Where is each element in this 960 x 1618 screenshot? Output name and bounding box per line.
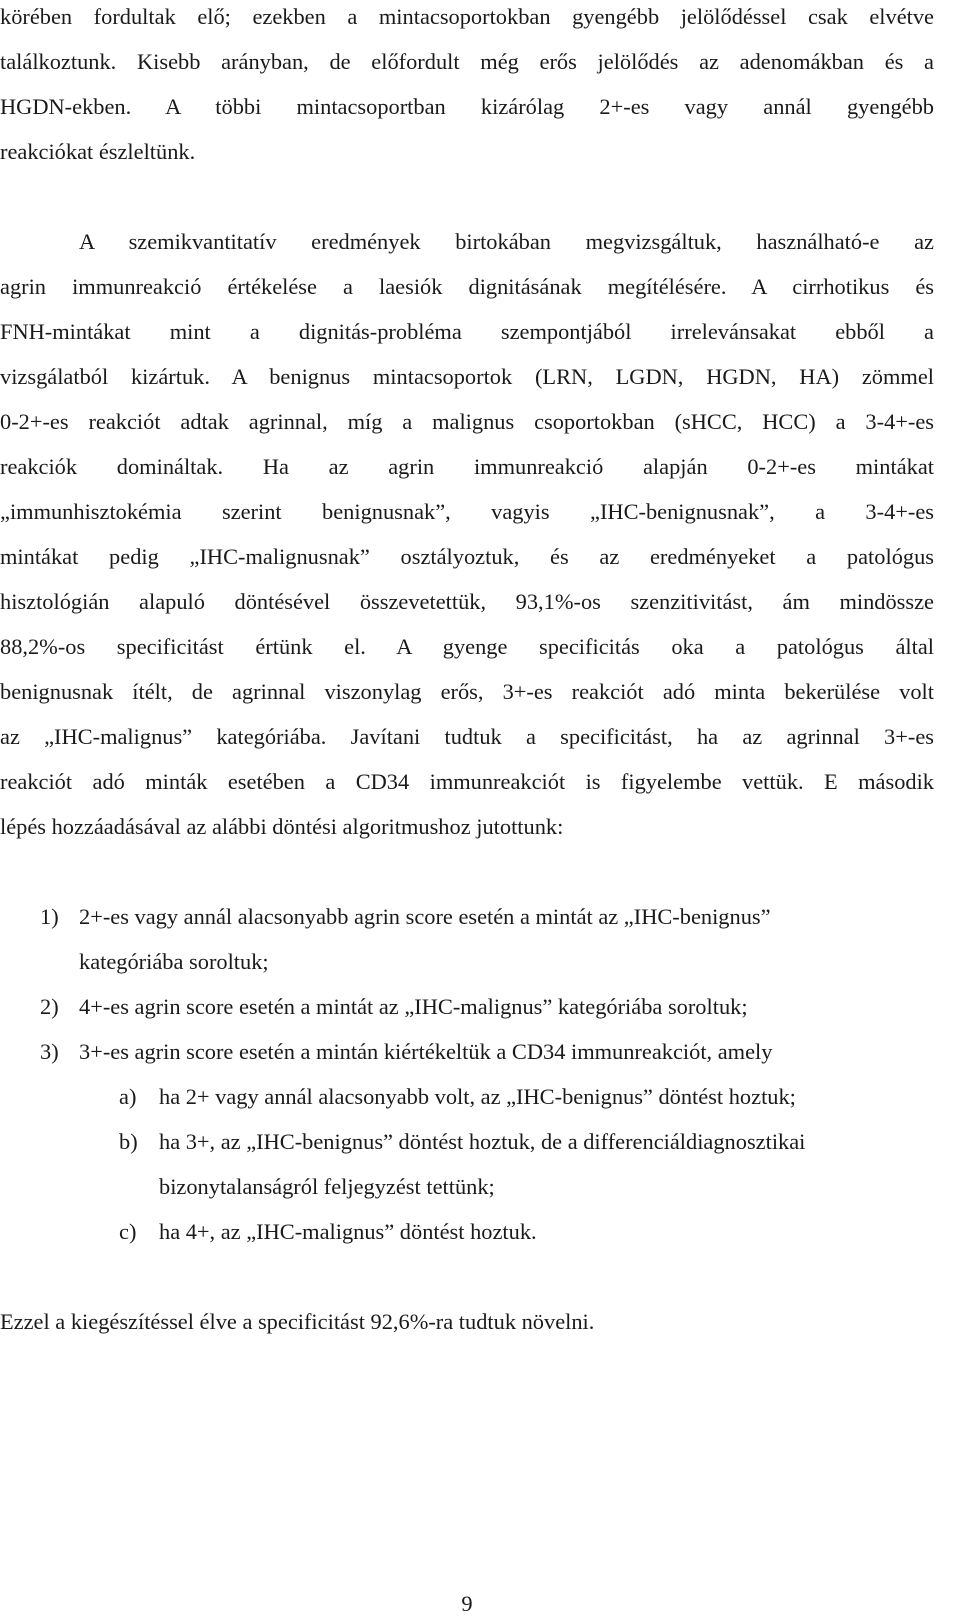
list-number: 3) xyxy=(40,1039,59,1064)
text-line: reakciók domináltak. Ha az agrin immunreakció alapján 0-2+-es mintákat xyxy=(0,454,934,479)
text-line: 0-2+-es reakciót adtak agrinnal, míg a malignus csoportokban (sHCC, HCC) a 3-4+-es xyxy=(0,409,934,434)
text-line: „immunhisztokémia szerint benignusnak”, vagyis „IHC-benignusnak”, a 3-4+-es xyxy=(0,499,934,524)
text-line: agrin immunreakció értékelése a laesiók dignitásának megítélésére. A cirrhotikus és xyxy=(0,274,934,299)
text-line: mintákat pedig „IHC-malignusnak” osztályoztuk, és az eredményeket a patológus xyxy=(0,544,934,569)
text-line: 88,2%-os specificitást értünk el. A gyenge specificitás oka a patológus által xyxy=(0,634,934,659)
text-line: reakciót adó minták esetében a CD34 immunreakciót is figyelembe vettük. E második xyxy=(0,769,934,794)
sub-list-letter: c) xyxy=(119,1219,137,1244)
sub-list-letter: b) xyxy=(119,1129,138,1154)
text-line: lépés hozzáadásával az alábbi döntési algoritmushoz jutottunk: xyxy=(0,814,564,839)
text-line: A szemikvantitatív eredmények birtokában megvizsgáltuk, használható-e az xyxy=(79,229,934,254)
list-item-text: 4+-es agrin score esetén a mintát az „IHC-malignus” kategóriába soroltuk; xyxy=(79,994,748,1019)
sub-list-letter: a) xyxy=(119,1084,137,1109)
list-item-text: kategóriába soroltuk; xyxy=(79,949,269,974)
text-line: hisztológián alapuló döntésével összevetettük, 93,1%-os szenzitivitást, ám mindössze xyxy=(0,589,934,614)
sub-list-item-text: ha 3+, az „IHC-benignus” döntést hoztuk, de a differenciáldiagnosztikai xyxy=(159,1129,806,1154)
text-line: az „IHC-malignus” kategóriába. Javítani tudtuk a specificitást, ha az agrinnal 3+-es xyxy=(0,724,934,749)
page-number: 9 xyxy=(461,1591,473,1616)
text-line: reakciókat észleltünk. xyxy=(0,139,196,164)
list-item-text: 2+-es vagy annál alacsonyabb agrin score esetén a mintát az „IHC-benignus” xyxy=(79,904,771,929)
conclusion-text: Ezzel a kiegészítéssel élve a specificitást 92,6%-ra tudtuk növelni. xyxy=(0,1309,595,1334)
sub-list-item-text: ha 2+ vagy annál alacsonyabb volt, az „IHC-benignus” döntést hoztuk; xyxy=(159,1084,796,1109)
list-item-text: 3+-es agrin score esetén a mintán kiértékeltük a CD34 immunreakciót, amely xyxy=(79,1039,773,1064)
text-line: benignusnak ítélt, de agrinnal viszonylag erős, 3+-es reakciót adó minta bekerülése volt xyxy=(0,679,934,704)
text-line: körében fordultak elő; ezekben a mintacsoportokban gyengébb jelölődéssel csak elvétve xyxy=(0,4,934,29)
text-line: FNH-mintákat mint a dignitás-probléma szempontjából irrelevánsakat ebből a xyxy=(0,319,934,344)
sub-list-item-text: bizonytalanságról feljegyzést tettünk; xyxy=(159,1174,495,1199)
list-number: 2) xyxy=(40,994,59,1019)
sub-list-item-text: ha 4+, az „IHC-malignus” döntést hoztuk. xyxy=(159,1219,537,1244)
text-line: HGDN-ekben. A többi mintacsoportban kizárólag 2+-es vagy annál gyengébb xyxy=(0,94,934,119)
text-line: találkoztunk. Kisebb arányban, de előfordult még erős jelölődés az adenomákban és a xyxy=(0,49,934,74)
list-number: 1) xyxy=(40,904,59,929)
text-line: vizsgálatból kizártuk. A benignus mintacsoportok (LRN, LGDN, HGDN, HA) zömmel xyxy=(0,364,934,389)
